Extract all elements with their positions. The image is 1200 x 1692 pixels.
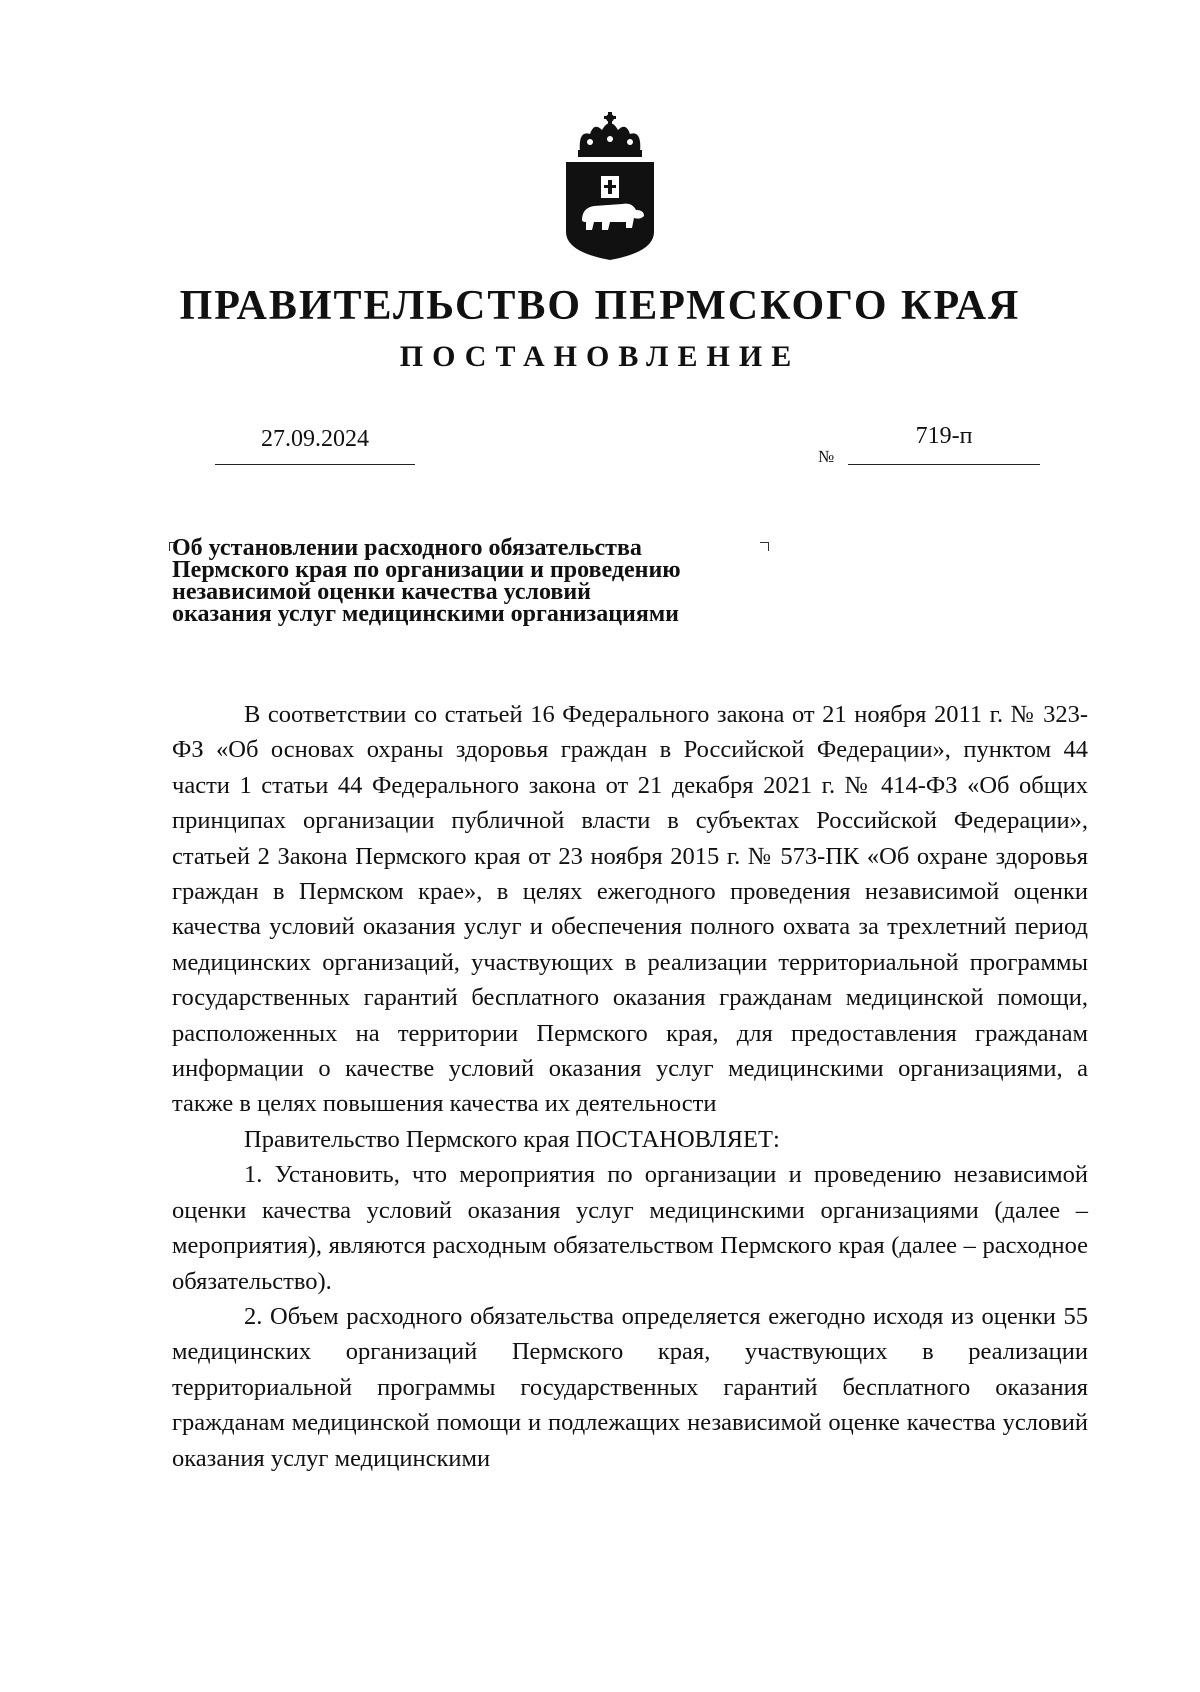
number-label: №	[818, 447, 835, 466]
clause-paragraph: 2. Объем расходного обязательства определяется ежегодно исходя из оценки 55 медицинских организаций Пермского края, участвующих в реализации территориальной программы государственных гарантий бесплатного оказания гражданам медицинской помощи и подлежащих независимой оценке качества условий оказания услуг медицинскими	[172, 1302, 1088, 1472]
clause-paragraph: 1. Установить, что мероприятия по организации и проведению независимой оценки качества условий оказания услуг медицинскими организациями (далее – мероприятия), являются расходным обязательством Пермского края (далее – расходное обязательство).	[172, 1161, 1088, 1295]
resolution-statement: Правительство Пермского края ПОСТАНОВЛЯЕТ:	[244, 1125, 780, 1153]
document-subject	[172, 537, 812, 625]
subject-line: независимой оценки качества условий	[172, 579, 592, 605]
document-date: 27.09.2024	[261, 426, 369, 452]
subject-line: Пермского края по организации и проведению	[172, 557, 681, 583]
number-underline	[848, 464, 1040, 465]
subject-line: Об установлении расходного обязательства	[172, 535, 642, 561]
preamble-paragraph: В соответствии со статьей 16 Федерального закона от 21 ноября 2011 г. № 323-ФЗ «Об основах охраны здоровья граждан в Российской Федерации», пунктом 44 части 1 статьи 44 Федерального закона от 21 декабря 2021 г. № 414-ФЗ «Об общих принципах организации публичной власти в субъектах Российской Федерации», статьей 2 Закона Пермского края от 23 ноября 2015 г. № 573-ПК «Об охране здоровья граждан в Пермском крае», в целях ежегодного проведения независимой оценки качества условий оказания услуг и обеспечения полного охвата за трехлетний период медицинских организаций, участвующих в реализации территориальной программы государственных гарантий бесплатного оказания гражданам медицинской помощи, расположенных на территории Пермского края, для предоставления гражданам информации о качестве условий оказания услуг медицинскими организациями, а также в целях повышения качества их деятельности	[172, 701, 1088, 1118]
document-number: 719-п	[915, 423, 973, 449]
subject-line: оказания услуг медицинскими организациями	[172, 601, 680, 627]
document-body	[172, 697, 1088, 1476]
government-title: ПРАВИТЕЛЬСТВО ПЕРМСКОГО КРАЯ	[179, 283, 1021, 329]
perm-krai-coat-of-arms-icon	[560, 112, 660, 262]
date-underline	[215, 464, 415, 465]
document-type: ПОСТАНОВЛЕНИЕ	[399, 340, 801, 373]
